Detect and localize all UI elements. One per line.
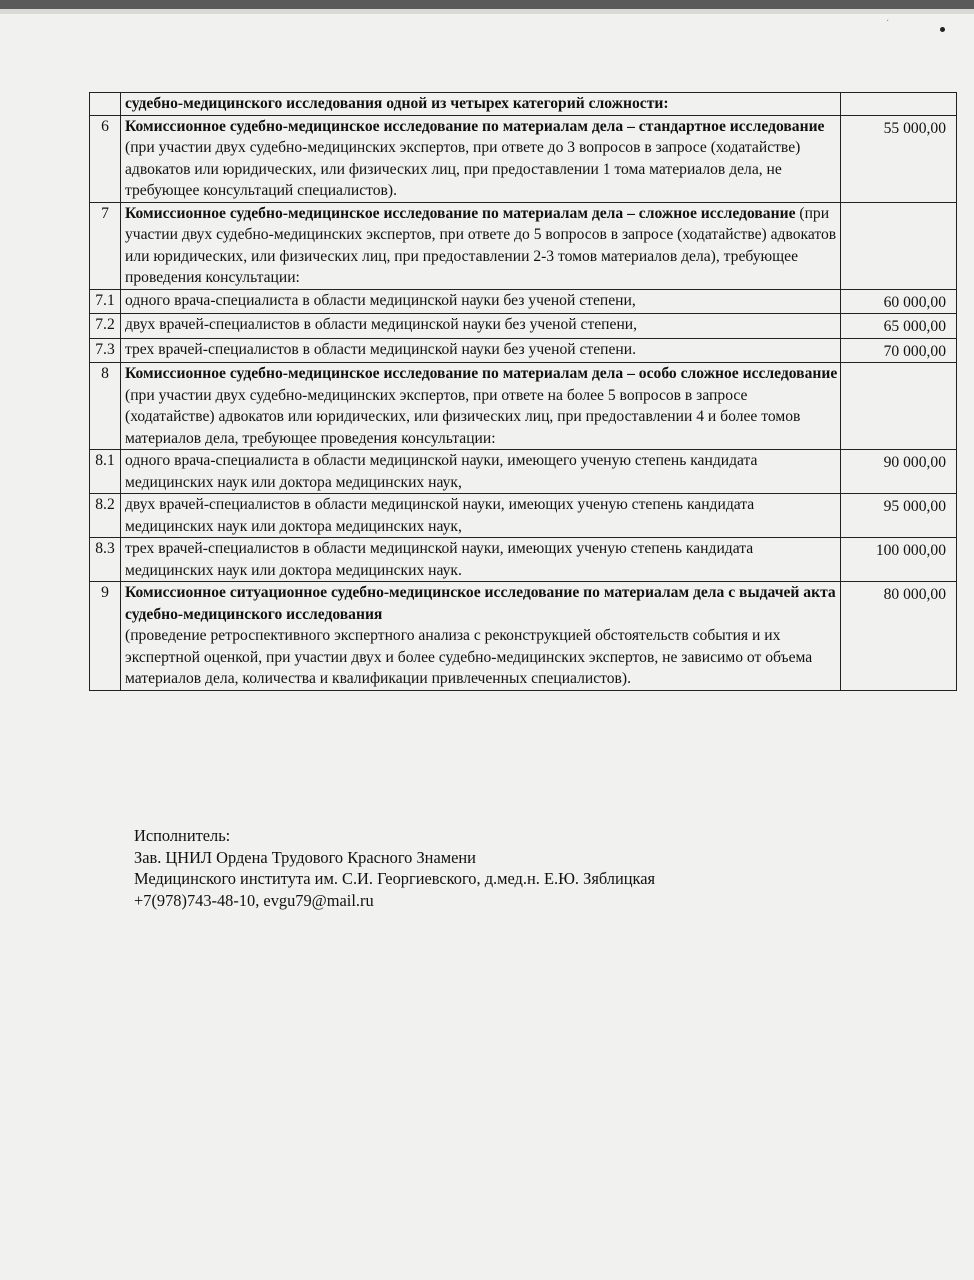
row-number: 8.2 [90, 494, 121, 538]
service-price: 65 000,00 [841, 314, 957, 339]
service-price: 70 000,00 [841, 338, 957, 363]
service-description [121, 314, 841, 339]
service-details: (при участии двух судебно-медицинских экспертов, при ответе до 5 вопросов в запросе (ходатайстве) адвокатов или юридических, или физических лиц, при предоставлении 2-3 томов материалов дела), требующее проведения консультации: [125, 204, 837, 286]
service-details: трех врачей-специалистов в области медицинской науки, имеющих ученую степень кандидата медицинских наук или доктора медицинских наук. [125, 540, 754, 579]
service-description [121, 93, 841, 116]
table-row [90, 538, 957, 582]
service-title: Комиссионное ситуационное судебно-медицинское исследование по материалам дела с выдачей акта судебно-медицинского исследования [125, 584, 836, 623]
service-price [841, 363, 957, 450]
service-details: (при участии двух судебно-медицинских экспертов, при ответе на более 5 вопросов в запросе (ходатайстве) адвокатов или юридических, или физических лиц, при предоставлении 4 и более томов материалов дела, требующее проведения консультации: [125, 386, 801, 447]
service-details: одного врача-специалиста в области медицинской науки, имеющего ученую степень кандидата медицинских наук или доктора медицинских наук, [125, 452, 758, 491]
service-title: Комиссионное судебно-медицинское исследование по материалам дела – сложное исследование [125, 204, 796, 222]
price-table [89, 92, 957, 691]
row-number: 7.3 [90, 338, 121, 363]
service-title: судебно-медицинского исследования одной из четырех категорий сложности: [125, 95, 669, 112]
service-description [121, 538, 841, 582]
service-price [841, 93, 957, 116]
service-description [121, 289, 841, 314]
table-row [90, 363, 957, 450]
row-number: 9 [90, 582, 121, 691]
service-title: Комиссионное судебно-медицинское исследование по материалам дела – стандартное исследование [125, 117, 825, 135]
service-price: 95 000,00 [841, 494, 957, 538]
service-price: 55 000,00 [841, 115, 957, 202]
row-number: 8 [90, 363, 121, 450]
scan-speck: · [886, 16, 890, 27]
table-row [90, 93, 957, 116]
table-row [90, 582, 957, 691]
executor-position: Зав. ЦНИЛ Ордена Трудового Красного Знамени [134, 847, 476, 867]
service-price: 80 000,00 [841, 582, 957, 691]
table-row [90, 202, 957, 289]
scan-dot [940, 27, 945, 32]
service-description [121, 202, 841, 289]
row-number: 7.1 [90, 289, 121, 314]
signature-block [134, 825, 655, 911]
row-number: 8.1 [90, 450, 121, 494]
row-number: 7.2 [90, 314, 121, 339]
table-row [90, 338, 957, 363]
table-row [90, 450, 957, 494]
service-details: одного врача-специалиста в области медицинской науки без ученой степени, [125, 291, 636, 309]
row-number: 6 [90, 115, 121, 202]
service-price: 60 000,00 [841, 289, 957, 314]
table-row [90, 314, 957, 339]
scan-top-edge [0, 0, 974, 14]
service-description [121, 115, 841, 202]
table-row [90, 289, 957, 314]
executor-contact: +7(978)743-48-10, evgu79@mail.ru [134, 890, 374, 910]
row-number [90, 93, 121, 116]
service-description [121, 363, 841, 450]
service-price: 100 000,00 [841, 538, 957, 582]
service-price [841, 202, 957, 289]
executor-label: Исполнитель: [134, 826, 231, 845]
service-details: (проведение ретроспективного экспертного анализа с реконструкцией обстоятельств события и их экспертной оценкой, при участии двух и более судебно-медицинских экспертов, не зависимо от объема материалов дела, количества и квалификации привлеченных специалистов). [125, 627, 813, 687]
service-title: Комиссионное судебно-медицинское исследование по материалам дела – особо сложное исследование [125, 365, 838, 382]
table-row [90, 115, 957, 202]
service-description [121, 582, 841, 691]
row-number: 7 [90, 202, 121, 289]
service-description [121, 494, 841, 538]
service-details: двух врачей-специалистов в области медицинской науки, имеющих ученую степень кандидата медицинских наук или доктора медицинских наук, [125, 496, 755, 535]
service-price: 90 000,00 [841, 450, 957, 494]
executor-institute: Медицинского института им. С.И. Георгиевского, д.мед.н. Е.Ю. Зяблицкая [134, 869, 656, 888]
service-details: (при участии двух судебно-медицинских экспертов, при ответе до 3 вопросов в запросе (ходатайстве) адвокатов или юридических, или физических лиц, при предоставлении 1 тома материалов дела, не требующее консультаций специалистов). [125, 139, 801, 199]
service-description [121, 450, 841, 494]
service-details: двух врачей-специалистов в области медицинской науки без ученой степени, [125, 316, 638, 333]
table-row [90, 494, 957, 538]
service-details: трех врачей-специалистов в области медицинской науки без ученой степени. [125, 340, 636, 358]
service-description [121, 338, 841, 363]
row-number: 8.3 [90, 538, 121, 582]
